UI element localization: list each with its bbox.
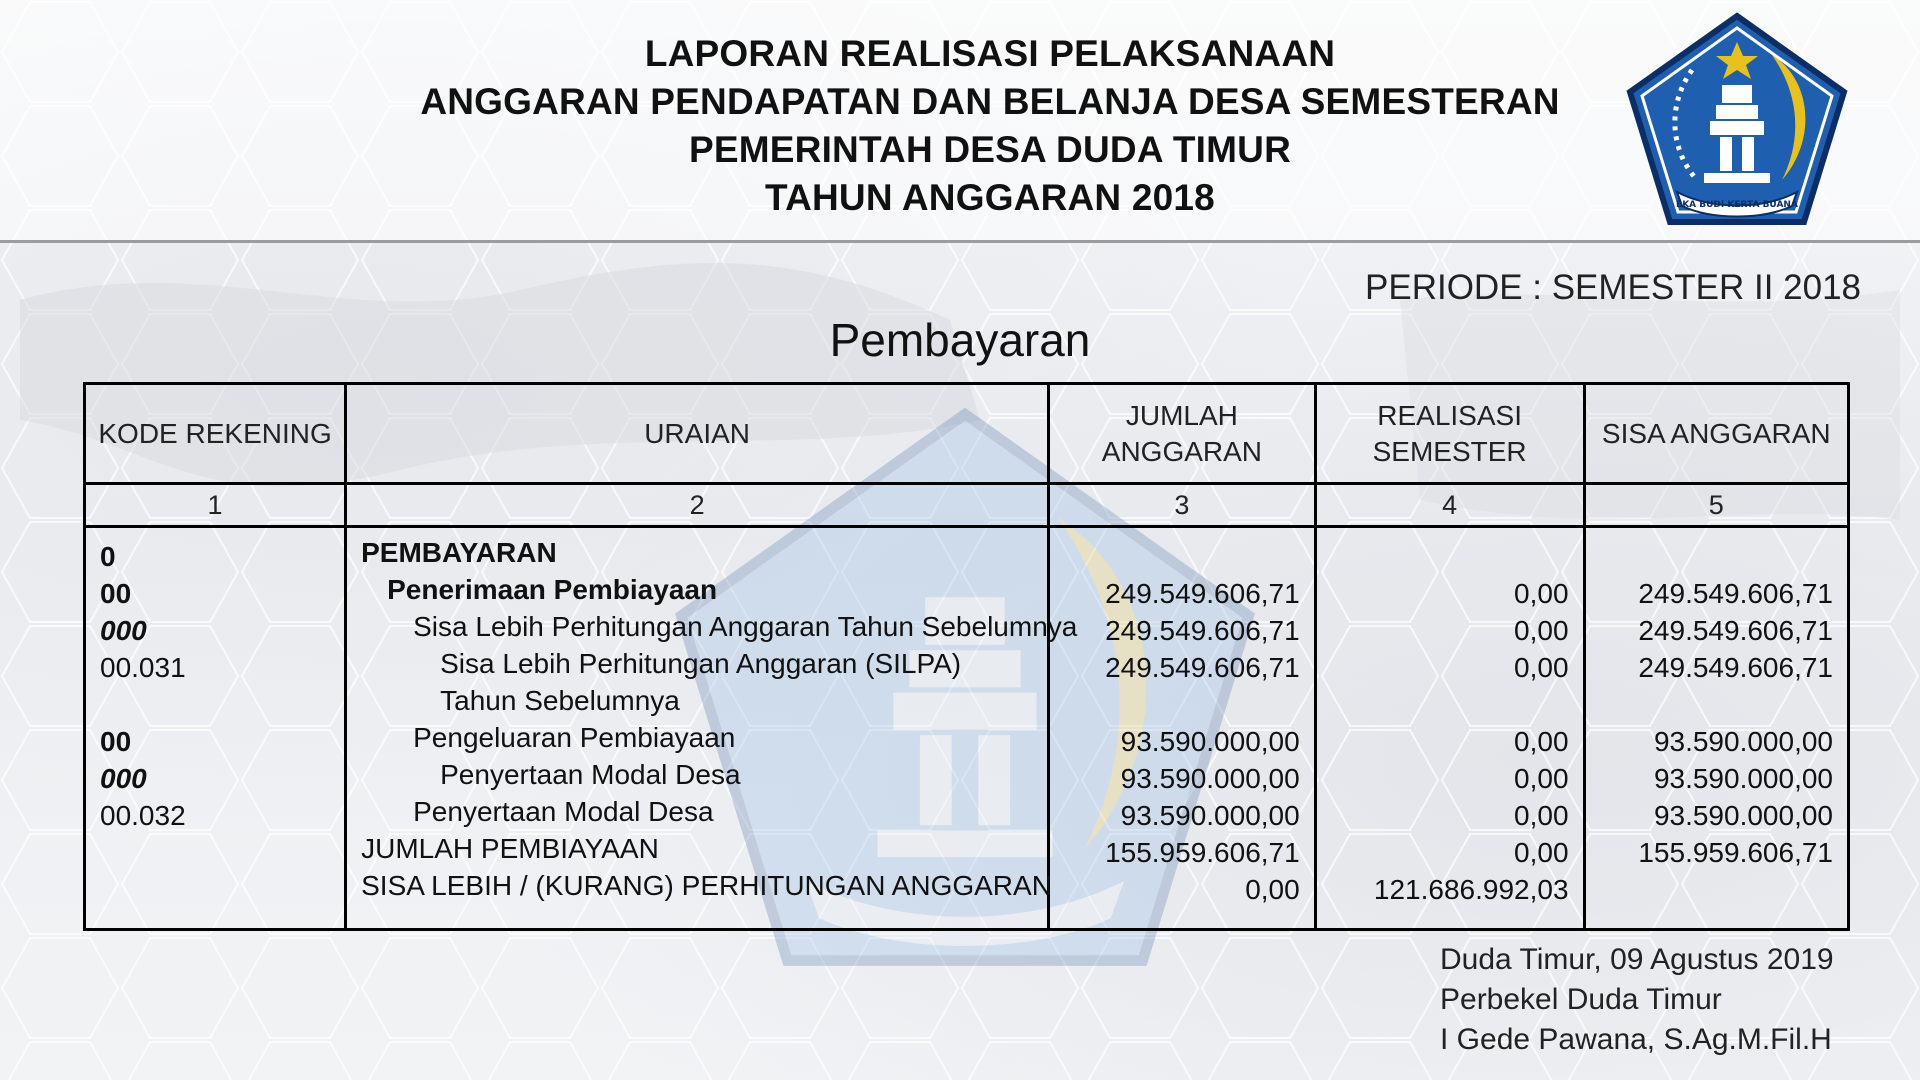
signature-place-date: Duda Timur, 09 Agustus 2019 bbox=[1440, 943, 1834, 976]
column-number: 5 bbox=[1584, 484, 1848, 527]
signature-block bbox=[1440, 940, 1834, 1060]
amount-spacer bbox=[1600, 686, 1833, 723]
amount-sisa: 93.590.000,00 bbox=[1653, 726, 1833, 757]
amount-realisasi: 121.686.992,03 bbox=[1373, 874, 1569, 905]
amount-realisasi: 0,00 bbox=[1514, 578, 1569, 609]
column-number: 3 bbox=[1049, 484, 1316, 527]
amount-realisasi: 0,00 bbox=[1514, 763, 1569, 794]
account-code: 000 bbox=[100, 615, 147, 646]
emblem-motto: EKA BUDI KERTA BUANA bbox=[1676, 200, 1798, 210]
description: Penyertaan Modal Desa bbox=[413, 796, 714, 827]
column-number: 2 bbox=[346, 484, 1049, 527]
title-line: ANGGARAN PENDAPATAN DAN BELANJA DESA SEMESTERAN bbox=[420, 81, 1560, 122]
table-body-row bbox=[85, 527, 1849, 930]
amount-realisasi: 0,00 bbox=[1514, 726, 1569, 757]
account-code: 00 bbox=[100, 578, 132, 609]
col-header-uraian: URAIAN bbox=[346, 384, 1049, 484]
column-number: 1 bbox=[85, 484, 346, 527]
account-code: 0 bbox=[100, 541, 116, 572]
realisasi-column bbox=[1315, 527, 1584, 930]
amount-realisasi: 0,00 bbox=[1514, 615, 1569, 646]
description: Sisa Lebih Perhitungan Anggaran (SILPA) Tahun Sebelumnya bbox=[440, 648, 962, 716]
amount-spacer bbox=[1064, 534, 1300, 571]
amount-spacer bbox=[1331, 534, 1569, 571]
amount-realisasi: 0,00 bbox=[1514, 837, 1569, 868]
description: PEMBAYARAN bbox=[361, 537, 557, 568]
amount-jumlah: 93.590.000,00 bbox=[1120, 726, 1300, 757]
amount-jumlah: 93.590.000,00 bbox=[1120, 763, 1300, 794]
description: SISA LEBIH / (KURANG) PERHITUNGAN ANGGARAN bbox=[361, 870, 1052, 901]
signature-name: I Gede Pawana, S.Ag.M.Fil.H bbox=[1440, 1023, 1832, 1056]
account-code: 00 bbox=[100, 726, 132, 757]
amount-jumlah: 93.590.000,00 bbox=[1120, 800, 1300, 831]
amount-spacer bbox=[1331, 686, 1569, 723]
report-title bbox=[300, 30, 1680, 222]
amount-sisa: 155.959.606,71 bbox=[1638, 837, 1833, 868]
title-line: LAPORAN REALISASI PELAKSANAAN bbox=[644, 33, 1336, 74]
account-code-spacer bbox=[100, 686, 330, 723]
amount-spacer bbox=[1064, 686, 1300, 723]
amount-spacer bbox=[1600, 534, 1833, 571]
amount-jumlah: 249.549.606,71 bbox=[1105, 578, 1300, 609]
amount-jumlah: 249.549.606,71 bbox=[1105, 615, 1300, 646]
col-header-jumlah: JUMLAH ANGGARAN bbox=[1049, 384, 1316, 484]
signature-position: Perbekel Duda Timur bbox=[1440, 983, 1722, 1016]
account-code: 00.031 bbox=[100, 652, 186, 683]
col-header-sisa: SISA ANGGARAN bbox=[1584, 384, 1848, 484]
amount-jumlah: 0,00 bbox=[1245, 874, 1300, 905]
amount-sisa: 249.549.606,71 bbox=[1638, 578, 1833, 609]
uraian-column bbox=[346, 527, 1078, 930]
amount-sisa: 93.590.000,00 bbox=[1653, 800, 1833, 831]
periode-label: PERIODE : SEMESTER II 2018 bbox=[1365, 268, 1861, 307]
description: JUMLAH PEMBIAYAAN bbox=[361, 833, 659, 864]
sisa-column bbox=[1584, 527, 1848, 930]
col-header-kode: KODE REKENING bbox=[85, 384, 346, 484]
amount-realisasi: 0,00 bbox=[1514, 800, 1569, 831]
amount-sisa: 249.549.606,71 bbox=[1638, 652, 1833, 683]
title-line: PEMERINTAH DESA DUDA TIMUR bbox=[689, 129, 1291, 170]
description: Sisa Lebih Perhitungan Anggaran Tahun Sebelumnya bbox=[413, 611, 1078, 642]
column-number: 4 bbox=[1315, 484, 1584, 527]
jumlah-column bbox=[1049, 527, 1316, 930]
account-code: 000 bbox=[100, 763, 147, 794]
amount-realisasi: 0,00 bbox=[1514, 652, 1569, 683]
description: Penerimaan Pembiayaan bbox=[387, 574, 718, 605]
amount-sisa: 93.590.000,00 bbox=[1653, 763, 1833, 794]
amount-jumlah: 249.549.606,71 bbox=[1105, 652, 1300, 683]
regency-emblem-logo bbox=[1622, 10, 1852, 230]
title-line: TAHUN ANGGARAN 2018 bbox=[765, 177, 1215, 218]
kode-column bbox=[85, 527, 346, 930]
section-title: Pembayaran bbox=[829, 314, 1091, 366]
description: Penyertaan Modal Desa bbox=[440, 759, 741, 790]
column-number-row bbox=[85, 484, 1849, 527]
col-header-realisasi: REALISASI SEMESTER bbox=[1315, 384, 1584, 484]
amount-jumlah: 155.959.606,71 bbox=[1105, 837, 1300, 868]
table-header-row bbox=[85, 384, 1849, 484]
budget-table bbox=[83, 382, 1850, 931]
amount-sisa: 249.549.606,71 bbox=[1638, 615, 1833, 646]
account-code: 00.032 bbox=[100, 800, 186, 831]
description: Pengeluaran Pembiayaan bbox=[413, 722, 736, 753]
